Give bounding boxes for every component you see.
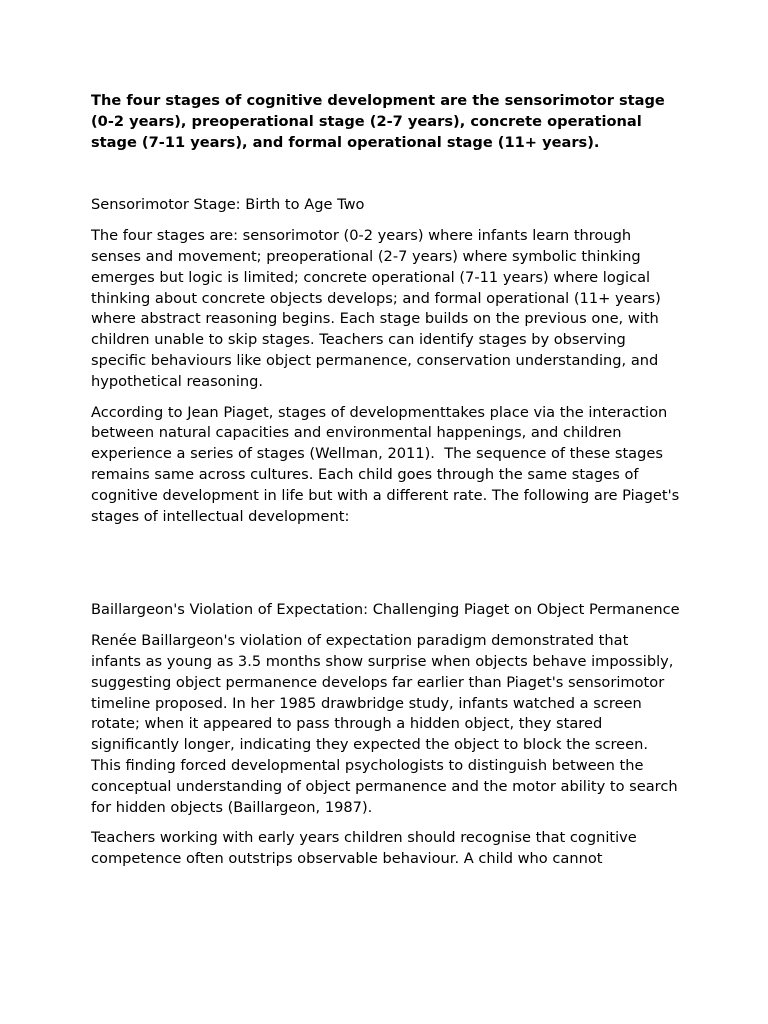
section-heading-baillargeon: Baillargeon's Violation of Expectation: Challenging Piaget on Object Permanence bbox=[91, 601, 680, 619]
paragraph-stages: The four stages are: sensorimotor (0-2 years) where infants learn through senses and movement; preoperational (2-7 years) where symbolic thinking emerges but logic is limited; concrete operational (7-11 years) where logical thinking about concrete objects develops; and formal operational (11+ years) where abstract reasoning begins. Each stage builds on the previous one, with children unable to skip stages. Teachers can identify stages by observing specific behaviours like object permanence, conservation understanding, and hypothetical reasoning. bbox=[91, 227, 666, 390]
paragraph-baillargeon: Renée Baillargeon's violation of expectation paradigm demonstrated that infants as young as 3.5 months show surprise when objects behave impossibly, suggesting object permanence develops far earlier than Piaget's sensorimotor timeline proposed. In her 1985 drawbridge study, infants watched a screen rotate; when it appeared to pass through a hidden object, they stared significantly longer, indicating they expected the object to block the screen. This finding forced developmental psychologists to distinguish between the conceptual understanding of object permanence and the motor ability to search for hidden objects (Baillargeon, 1987). bbox=[91, 632, 683, 816]
section-heading-sensorimotor: Sensorimotor Stage: Birth to Age Two bbox=[91, 196, 365, 214]
intro-summary: The four stages of cognitive development are the sensorimotor stage (0-2 years), preoperational stage (2-7 years), concrete operational stage (7-11 years), and formal operational stage (11+ years). bbox=[91, 92, 670, 151]
paragraph-teachers: Teachers working with early years children should recognise that cognitive competence often outstrips observable behaviour. A child who cannot bbox=[91, 829, 642, 868]
document-page bbox=[91, 91, 684, 870]
paragraph-piaget: According to Jean Piaget, stages of developmenttakes place via the interaction between natural capacities and environmental happenings, and children experience a series of stages (Wellman, 2011). The sequence of these stages remains same across cultures. Each child goes through the same stages of cognitive development in life but with a different rate. The following are Piaget's stages of intellectual development: bbox=[91, 403, 684, 525]
